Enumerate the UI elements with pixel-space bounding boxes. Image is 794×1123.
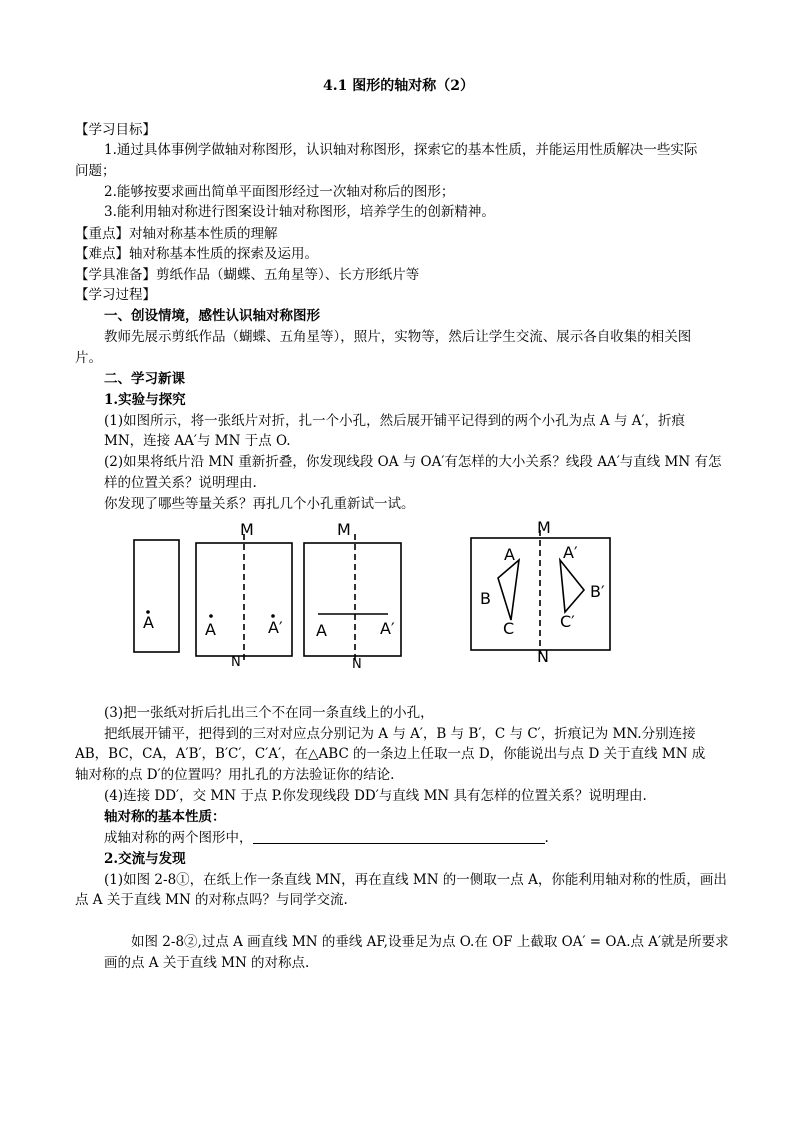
question-1-line2: 点 A 关于直线 MN 的对称点吗？与同学交流. [75, 892, 348, 908]
label-C-fig4: C [503, 619, 515, 638]
difficulty-text: 轴对称基本性质的探索及运用。 [129, 246, 318, 262]
label-A-prime-fig2: A′ [268, 618, 283, 637]
property-end: . [544, 830, 549, 846]
subsection-1-heading: 1.实验与探究 [104, 392, 186, 408]
section-1-line2: 片。 [75, 350, 102, 366]
label-A-fig1: A [143, 613, 154, 632]
answer-line2: 画的点 A 关于直线 MN 的对称点. [104, 955, 310, 971]
label-M-fig3: M [337, 520, 351, 539]
section-2-heading: 二、学习新课 [104, 371, 185, 387]
paragraph-2-line3: 你发现了哪些等量关系？再扎几个小孔重新试一试。 [104, 496, 415, 512]
objective-2: 2.能够按要求画出简单平面图形经过一次轴对称后的图形； [104, 184, 455, 200]
label-A-fig4: A [504, 545, 515, 564]
property-statement [104, 829, 549, 847]
label-N-fig2: N [231, 655, 241, 670]
paragraph-2-line1: (2)如果将纸片沿 MN 重新折叠，你发现线段 OA 与 OA′有怎样的大小关系？线段 AA′与直线 MN 有怎 [104, 454, 722, 470]
key-point-text: 对轴对称基本性质的理解 [129, 226, 278, 242]
question-1-line1: (1)如图 2-8①，在纸上作一条直线 MN，再在直线 MN 的一侧取一点 A，你能利用轴对称的性质，画出 [104, 872, 727, 888]
label-A-prime-fig3: A′ [380, 619, 395, 638]
subsection-2-heading: 2.交流与发现 [104, 851, 186, 867]
objective-3: 3.能利用轴对称进行图案设计轴对称图形，培养学生的创新精神。 [104, 204, 495, 220]
paragraph-1-line2: MN，连接 AA′与 MN 于点 O. [104, 433, 291, 449]
property-blank[interactable] [253, 829, 545, 844]
paragraph-4: (4)连接 DD′，交 MN 于点 P.你发现线段 DD′与直线 MN 具有怎样的位置关系？说明理由. [104, 788, 647, 804]
point-A-fig2 [209, 614, 213, 618]
materials-text: 剪纸作品（蝴蝶、五角星等）、长方形纸片等 [156, 267, 420, 283]
section-1-heading: 一、创设情境，感性认识轴对称图形 [104, 308, 320, 324]
folded-paper-rect [134, 540, 179, 652]
triangle-ABC [498, 560, 519, 620]
answer-line1: 如图 2-8②,过点 A 画直线 MN 的垂线 AF,设垂足为点 O.在 OF 上截取 OA′ = OA.点 A′就是所要求 [131, 934, 729, 950]
label-B-prime-fig4: B′ [590, 582, 605, 601]
paragraph-3-line4: 轴对称的点 D′的位置吗？用扎孔的方法验证你的结论. [75, 767, 395, 783]
paragraph-1-line1: (1)如图所示，将一张纸片对折，扎一个小孔，然后展开铺平记得到的两个小孔为点 A 与 A′，折痕 [104, 413, 686, 429]
label-M-fig4: M [537, 518, 551, 537]
paragraph-3-line1: (3)把一张纸对折后扎出三个不在同一条直线上的小孔， [104, 705, 434, 721]
page-title: 4.1 图形的轴对称（2） [323, 78, 474, 94]
label-A-prime-fig4: A′ [563, 543, 578, 562]
objective-1-line1: 1.通过具体事例学做轴对称图形，认识轴对称图形，探索它的基本性质，并能运用性质解决一些实际 [104, 142, 698, 158]
process-heading: 【学习过程】 [75, 287, 156, 303]
paragraph-3-line3: AB，BC，CA，A′B′，B′C′，C′A′，在△ABC 的一条边上任取一点 D，你能说出与点 D 关于直线 MN 成 [75, 746, 706, 762]
label-A-fig2: A [205, 620, 216, 639]
materials-heading: 【学具准备】 [75, 267, 156, 283]
triangle-A-prime-B-prime-C-prime [560, 560, 584, 612]
key-point-heading: 【重点】 [75, 226, 129, 242]
paragraph-2-line2: 样的位置关系？说明理由. [104, 475, 257, 491]
property-heading: 轴对称的基本性质： [104, 809, 226, 825]
label-N-fig4: N [537, 647, 549, 666]
paragraph-3-line2: 把纸展开铺平，把得到的三对对应点分别记为 A 与 A′，B 与 B′，C 与 C′，折痕记为 MN.分别连接 [104, 726, 696, 742]
property-text: 成轴对称的两个图形中， [104, 830, 253, 846]
difficulty-heading: 【难点】 [75, 246, 129, 262]
label-N-fig3: N [352, 657, 362, 672]
objective-1-line2: 问题； [75, 163, 116, 179]
label-C-prime-fig4: C′ [560, 612, 575, 631]
section-1-line1: 教师先展示剪纸作品（蝴蝶、五角星等），照片，实物等，然后让学生交流、展示各自收集的相关图 [104, 329, 692, 345]
label-M-fig2: M [240, 520, 254, 539]
objectives-heading: 【学习目标】 [75, 122, 156, 138]
label-A-fig3: A [316, 621, 327, 640]
label-B-fig4: B [480, 589, 491, 608]
